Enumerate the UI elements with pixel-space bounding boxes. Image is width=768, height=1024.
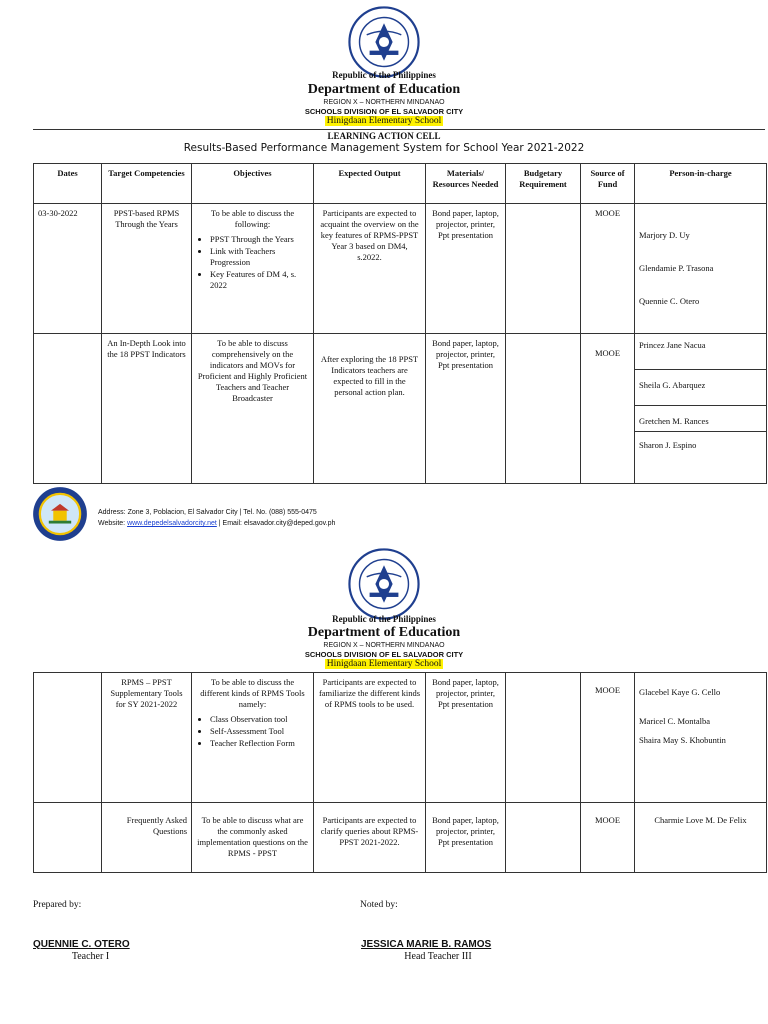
person-name: Glendamie P. Trasona xyxy=(639,263,714,274)
person-name: Gretchen M. Rances xyxy=(635,406,766,432)
person-name: Maricel C. Montalba xyxy=(639,716,711,727)
row-output: Participants are expected to acquaint the overview on the key features of RPMS-PPST Year 3 based on DM4, s.2022. xyxy=(314,204,426,334)
division-label: SCHOOLS DIVISION OF EL SALVADOR CITY xyxy=(304,107,464,116)
header-objectives: Objectives xyxy=(192,164,314,204)
table-row xyxy=(34,334,767,484)
region-label: REGION X – NORTHERN MINDANAO xyxy=(323,99,445,106)
row-objectives: To be able to discuss comprehensively on the indicators and MOVs for Proficient and Highly Proficient Teachers and Teacher Broadcaster xyxy=(192,334,314,484)
row-objectives xyxy=(192,673,314,803)
row-budget xyxy=(506,204,581,334)
header-output: Expected Output xyxy=(314,164,426,204)
row-persons xyxy=(635,204,767,334)
department-title: Department of Education xyxy=(307,82,461,97)
list-item: • Key Features of DM 4, s. 2022 xyxy=(210,269,309,291)
person-name: Quennie C. Otero xyxy=(639,296,700,307)
list-item: • Teacher Reflection Form xyxy=(210,738,309,749)
row-materials: Bond paper, laptop, projector, printer, Ppt presentation xyxy=(426,204,506,334)
website-link[interactable]: www.depedelsalvadorcity.net xyxy=(127,520,217,527)
table-row xyxy=(34,673,767,803)
header-competencies: Target Competencies xyxy=(102,164,192,204)
row-date xyxy=(34,334,102,484)
row-persons xyxy=(635,334,767,484)
row-fund: MOOE xyxy=(581,204,635,334)
school-name: Hinigdaan Elementary School xyxy=(326,116,442,126)
table-header-row xyxy=(34,164,767,204)
department-title: Department of Education xyxy=(307,625,461,640)
row-competency: An In-Depth Look into the 18 PPST Indicators xyxy=(102,334,192,484)
row-output: After exploring the 18 PPST Indicators teachers are expected to fill in the personal action plan. xyxy=(314,334,426,484)
row-date xyxy=(34,803,102,873)
prepared-by-name: QUENNIE C. OTERO xyxy=(33,939,130,950)
header-person: Person-in-charge xyxy=(635,164,767,204)
list-item: • PPST Through the Years xyxy=(210,234,309,245)
row-materials: Bond paper, laptop, projector, printer, Ppt presentation xyxy=(426,673,506,803)
header-fund: Source of Fund xyxy=(581,164,635,204)
noted-by-title: Head Teacher III xyxy=(404,951,472,962)
deped-seal xyxy=(348,548,420,620)
lac-plan-table-continued xyxy=(33,672,767,873)
objective-intro: To be able to discuss the different kinds of RPMS Tools namely: xyxy=(200,677,305,710)
row-budget xyxy=(506,803,581,873)
objective-list xyxy=(196,234,309,291)
rpms-subtitle: Results-Based Performance Management System for School Year 2021-2022 xyxy=(183,142,585,154)
footer-contact xyxy=(98,520,335,527)
row-fund: MOOE xyxy=(581,803,635,873)
division-logo xyxy=(32,486,88,542)
row-date: 03-30-2022 xyxy=(34,204,102,334)
row-persons xyxy=(635,673,767,803)
row-output: Participants are expected to familiarize the different kinds of RPMS tools to be used. xyxy=(314,673,426,803)
website-label: Website: xyxy=(98,520,126,527)
row-competency: PPST-based RPMS Through the Years xyxy=(102,204,192,334)
row-output: Participants are expected to clarify queries about RPMS-PPST 2021-2022. xyxy=(314,803,426,873)
header-dates: Dates xyxy=(34,164,102,204)
person-name: Princez Jane Nacua xyxy=(635,334,766,370)
region-label: REGION X – NORTHERN MINDANAO xyxy=(323,642,445,649)
row-objectives xyxy=(192,204,314,334)
school-name: Hinigdaan Elementary School xyxy=(326,659,442,669)
row-fund: MOOE xyxy=(581,334,635,484)
email-text: | Email: elsavador.city@deped.gov.ph xyxy=(218,520,336,527)
table-row xyxy=(34,204,767,334)
objective-list xyxy=(196,714,309,749)
table-row xyxy=(34,803,767,873)
row-budget xyxy=(506,334,581,484)
person-name: Marjory D. Uy xyxy=(639,230,690,240)
republic-label: Republic of the Philippines xyxy=(332,70,436,80)
row-budget xyxy=(506,673,581,803)
row-materials: Bond paper, laptop, projector, printer, Ppt presentation xyxy=(426,334,506,484)
row-date xyxy=(34,673,102,803)
person-name: Sheila G. Abarquez xyxy=(635,370,766,406)
objective-intro: To be able to discuss the following: xyxy=(210,208,295,230)
prepared-by-title: Teacher I xyxy=(71,951,110,962)
noted-by-name: JESSICA MARIE B. RAMOS xyxy=(361,939,492,950)
footer-address: Address: Zone 3, Poblacion, El Salvador City | Tel. No. (088) 555-0475 xyxy=(98,509,317,516)
division-label: SCHOOLS DIVISION OF EL SALVADOR CITY xyxy=(304,650,464,659)
list-item: • Class Observation tool xyxy=(210,714,309,725)
header-materials: Materials/ Resources Needed xyxy=(426,164,506,204)
row-materials: Bond paper, laptop, projector, printer, Ppt presentation xyxy=(426,803,506,873)
row-objectives: To be able to discuss what are the commonly asked implementation questions on the RPMS - PPST xyxy=(192,803,314,873)
person-name: Sharon J. Espino xyxy=(639,440,697,450)
republic-label: Republic of the Philippines xyxy=(332,614,436,624)
row-fund: MOOE xyxy=(581,673,635,803)
person-name: Shaira May S. Khobuntin xyxy=(639,735,726,746)
noted-by-label: Noted by: xyxy=(360,900,398,910)
row-persons: Charmie Love M. De Felix xyxy=(635,803,767,873)
lac-plan-table xyxy=(33,163,767,484)
header-divider xyxy=(33,129,765,130)
prepared-by-label: Prepared by: xyxy=(33,900,82,910)
row-competency: RPMS – PPST Supplementary Tools for SY 2021-2022 xyxy=(102,673,192,803)
person-name: Glacebel Kaye G. Cello xyxy=(639,687,721,697)
deped-seal xyxy=(348,6,420,78)
list-item: • Self-Assessment Tool xyxy=(210,726,309,737)
lac-title: LEARNING ACTION CELL xyxy=(327,131,441,141)
header-budget: Budgetary Requirement xyxy=(506,164,581,204)
row-competency: Frequently Asked Questions xyxy=(102,803,192,873)
list-item: • Link with Teachers Progression xyxy=(210,246,309,268)
